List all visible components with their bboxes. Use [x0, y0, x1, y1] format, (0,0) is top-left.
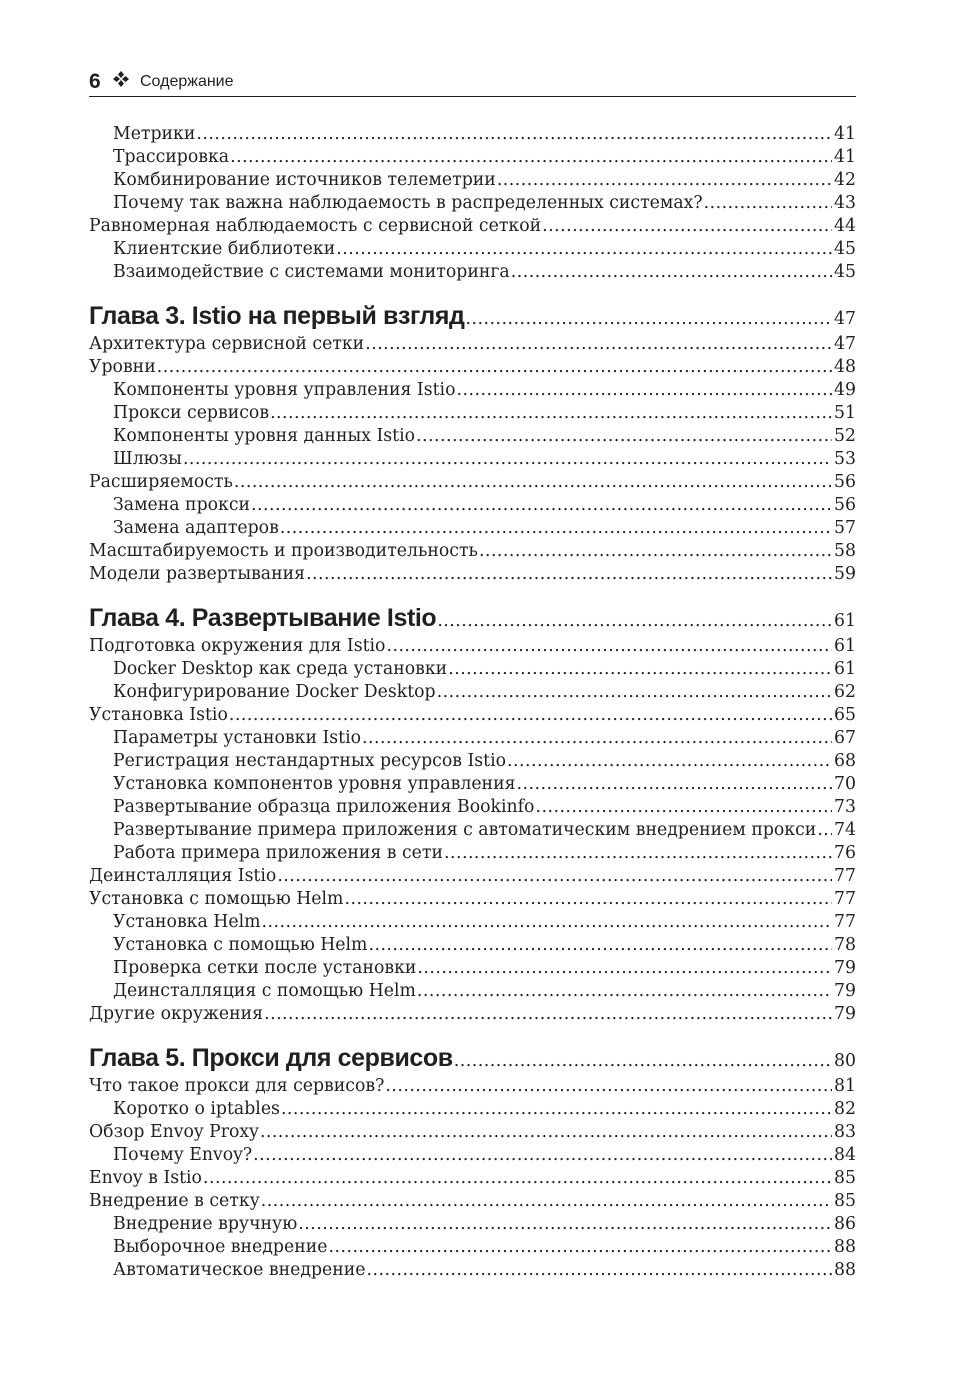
- entry-title: Деинсталляция с помощью Helm: [113, 981, 416, 1001]
- page-ref: 84: [834, 1145, 856, 1165]
- entry-title: Envoy в Istio: [89, 1168, 202, 1188]
- toc-subsection-entry[interactable]: [89, 123, 856, 146]
- entry-title: Подготовка окружения для Istio: [89, 636, 386, 656]
- page-ref: 42: [834, 170, 856, 190]
- entry-title: Параметры установки Istio: [113, 728, 362, 748]
- dot-leader: [260, 1121, 832, 1144]
- page-ref: 56: [834, 472, 856, 492]
- dot-leader: [157, 356, 832, 379]
- dot-leader: [416, 425, 832, 448]
- entry-title: Клиентские библиотеки: [113, 239, 336, 259]
- page-ref: 86: [834, 1214, 856, 1234]
- dot-leader: [336, 238, 832, 261]
- dot-leader: [517, 773, 833, 796]
- page-ref: 81: [834, 1076, 856, 1096]
- page-ref: 77: [834, 866, 856, 886]
- entry-title: Шлюзы: [113, 449, 182, 469]
- entry-title: Уровни: [89, 357, 156, 377]
- dot-leader: [365, 333, 832, 356]
- toc-subsection-entry[interactable]: [89, 842, 856, 865]
- page-ref: 44: [834, 216, 856, 236]
- toc-subsection-entry[interactable]: [89, 448, 856, 471]
- dot-leader: [183, 448, 832, 471]
- table-of-contents: [89, 123, 856, 1282]
- entry-title: Внедрение вручную: [113, 1214, 298, 1234]
- page-ref: 51: [834, 403, 856, 423]
- toc-section-entry[interactable]: [89, 704, 856, 727]
- page-ref: 74: [834, 820, 856, 840]
- page-ref: 83: [834, 1122, 856, 1142]
- dot-leader: [234, 471, 832, 494]
- dot-leader: [270, 402, 832, 425]
- entry-title: Равномерная наблюдаемость с сервисной сеткой: [89, 216, 542, 236]
- entry-title: Регистрация нестандартных ресурсов Istio: [113, 751, 507, 771]
- toc-section-entry[interactable]: [89, 888, 856, 911]
- page-ref: 65: [834, 705, 856, 725]
- toc-subsection-entry[interactable]: [89, 402, 856, 425]
- page-number: 6: [89, 70, 101, 93]
- dot-leader: [542, 215, 832, 238]
- page-ref: 73: [834, 797, 856, 817]
- dot-leader: [368, 934, 832, 957]
- toc-section-entry[interactable]: [89, 356, 856, 379]
- entry-title: Установка компонентов уровня управления: [113, 774, 516, 794]
- dot-leader: [437, 611, 832, 631]
- toc-subsection-entry[interactable]: [89, 169, 856, 192]
- dot-leader: [417, 957, 832, 980]
- dot-leader: [456, 379, 832, 402]
- toc-subsection-entry[interactable]: [89, 261, 856, 284]
- dot-leader: [367, 1259, 832, 1282]
- page-ref: 43: [834, 193, 856, 213]
- dot-leader: [497, 169, 832, 192]
- entry-title: Выборочное внедрение: [113, 1237, 328, 1257]
- chapter-title: Глава 4. Развертывание Istio: [89, 604, 437, 632]
- toc-subsection-entry[interactable]: [89, 192, 856, 215]
- entry-title: Компоненты уровня управления Istio: [113, 380, 456, 400]
- entry-title: Почему Envoy?: [113, 1145, 253, 1165]
- entry-title: Взаимодействие с системами мониторинга: [113, 262, 510, 282]
- page-ref: 79: [834, 981, 856, 1001]
- running-head: [89, 68, 856, 97]
- entry-title: Компоненты уровня данных Istio: [113, 426, 416, 446]
- page-ref: 52: [834, 426, 856, 446]
- page-ref: 45: [834, 262, 856, 282]
- toc-subsection-entry[interactable]: [89, 1144, 856, 1167]
- entry-title: Замена прокси: [113, 495, 251, 515]
- entry-title: Деинсталляция Istio: [89, 866, 277, 886]
- dot-leader: [230, 146, 832, 169]
- entry-title: Масштабируемость и производительность: [89, 541, 478, 561]
- entry-title: Установка Istio: [89, 705, 228, 725]
- running-head-title: Содержание: [140, 73, 234, 90]
- toc-chapter-heading[interactable]: [89, 302, 856, 333]
- page-ref: 59: [834, 564, 856, 584]
- page-ref: 61: [834, 659, 856, 679]
- page-ref: 78: [834, 935, 856, 955]
- toc-section-entry[interactable]: [89, 635, 856, 658]
- dot-leader: [328, 1236, 832, 1259]
- entry-title: Обзор Envoy Proxy: [89, 1122, 259, 1142]
- page-ref: 47: [834, 309, 856, 329]
- page-ref: 79: [834, 1004, 856, 1024]
- toc-section-entry[interactable]: [89, 1190, 856, 1213]
- toc-subsection-entry[interactable]: [89, 238, 856, 261]
- page-ref: 70: [834, 774, 856, 794]
- page-ref: 88: [834, 1237, 856, 1257]
- entry-title: Автоматическое внедрение: [113, 1260, 366, 1280]
- toc-subsection-entry[interactable]: [89, 911, 856, 934]
- toc-subsection-entry[interactable]: [89, 773, 856, 796]
- dot-leader: [448, 658, 832, 681]
- page-ref: 67: [834, 728, 856, 748]
- toc-subsection-entry[interactable]: [89, 1259, 856, 1282]
- entry-title: Замена адаптеров: [113, 518, 279, 538]
- toc-subsection-entry[interactable]: [89, 727, 856, 750]
- entry-title: Модели развертывания: [89, 564, 306, 584]
- toc-subsection-entry[interactable]: [89, 1098, 856, 1121]
- entry-title: Установка Helm: [113, 912, 261, 932]
- dot-leader: [454, 1051, 832, 1071]
- chapter-title: Глава 5. Прокси для сервисов: [89, 1044, 453, 1072]
- four-diamond-ornament-icon: [113, 71, 129, 87]
- dot-leader: [253, 1144, 832, 1167]
- toc-subsection-entry[interactable]: [89, 517, 856, 540]
- entry-title: Коротко о iptables: [113, 1099, 280, 1119]
- toc-section-entry[interactable]: [89, 563, 856, 586]
- page-ref: 88: [834, 1260, 856, 1280]
- entry-title: Конфигурирование Docker Desktop: [113, 682, 436, 702]
- toc-subsection-entry[interactable]: [89, 681, 856, 704]
- toc-subsection-entry[interactable]: [89, 980, 856, 1003]
- page-ref: 77: [834, 912, 856, 932]
- page-ref: 58: [834, 541, 856, 561]
- toc-subsection-entry[interactable]: [89, 1236, 856, 1259]
- toc-section-entry[interactable]: [89, 471, 856, 494]
- dot-leader: [417, 980, 832, 1003]
- page-ref: 45: [834, 239, 856, 259]
- page-ref: 49: [834, 380, 856, 400]
- entry-title: Проверка сетки после установки: [113, 958, 417, 978]
- dot-leader: [261, 1190, 832, 1213]
- page-ref: 82: [834, 1099, 856, 1119]
- toc-section-entry[interactable]: [89, 1121, 856, 1144]
- dot-leader: [507, 750, 832, 773]
- page-ref: 68: [834, 751, 856, 771]
- page-ref: 85: [834, 1191, 856, 1211]
- toc-chapter-heading[interactable]: [89, 604, 856, 635]
- page-ref: 61: [834, 611, 856, 631]
- page-ref: 85: [834, 1168, 856, 1188]
- toc-subsection-entry[interactable]: [89, 425, 856, 448]
- toc-subsection-entry[interactable]: [89, 934, 856, 957]
- dot-leader: [444, 842, 832, 865]
- dot-leader: [306, 563, 832, 586]
- chapter-title: Глава 3. Istio на первый взгляд: [89, 302, 465, 330]
- entry-title: Расширяемость: [89, 472, 233, 492]
- page-ref: 79: [834, 958, 856, 978]
- dot-leader: [466, 309, 832, 329]
- toc-chapter-heading[interactable]: [89, 1044, 856, 1075]
- dot-leader: [437, 681, 832, 704]
- toc-subsection-entry[interactable]: [89, 379, 856, 402]
- toc-subsection-entry[interactable]: [89, 957, 856, 980]
- dot-leader: [196, 123, 832, 146]
- dot-leader: [203, 1167, 832, 1190]
- page-ref: 56: [834, 495, 856, 515]
- entry-title: Развертывание образца приложения Bookinfo: [113, 797, 535, 817]
- page-ref: 41: [834, 124, 856, 144]
- dot-leader: [704, 192, 832, 215]
- dot-leader: [264, 1003, 832, 1026]
- entry-title: Почему так важна наблюдаемость в распределенных системах?: [113, 193, 703, 213]
- toc-subsection-entry[interactable]: [89, 146, 856, 169]
- entry-title: Установка с помощью Helm: [113, 935, 368, 955]
- entry-title: Трассировка: [113, 147, 230, 167]
- page-ref: 57: [834, 518, 856, 538]
- toc-section-entry[interactable]: [89, 865, 856, 888]
- dot-leader: [535, 796, 832, 819]
- entry-title: Другие окружения: [89, 1004, 264, 1024]
- dot-leader: [344, 888, 832, 911]
- dot-leader: [298, 1213, 832, 1236]
- dot-leader: [386, 635, 832, 658]
- dot-leader: [229, 704, 832, 727]
- entry-title: Прокси сервисов: [113, 403, 270, 423]
- entry-title: Архитектура сервисной сетки: [89, 334, 365, 354]
- dot-leader: [479, 540, 832, 563]
- toc-section-entry[interactable]: [89, 540, 856, 563]
- entry-title: Docker Desktop как среда установки: [113, 659, 448, 679]
- toc-section-entry[interactable]: [89, 1167, 856, 1190]
- toc-section-entry[interactable]: [89, 1003, 856, 1026]
- entry-title: Метрики: [113, 124, 196, 144]
- entry-title: Установка с помощью Helm: [89, 889, 344, 909]
- page-ref: 61: [834, 636, 856, 656]
- toc-subsection-entry[interactable]: [89, 494, 856, 517]
- toc-subsection-entry[interactable]: [89, 750, 856, 773]
- toc-subsection-entry[interactable]: [89, 1213, 856, 1236]
- dot-leader: [277, 865, 832, 888]
- page-ref: 76: [834, 843, 856, 863]
- toc-section-entry[interactable]: [89, 215, 856, 238]
- entry-title: Комбинирование источников телеметрии: [113, 170, 496, 190]
- entry-title: Работа примера приложения в сети: [113, 843, 443, 863]
- dot-leader: [251, 494, 832, 517]
- dot-leader: [262, 911, 833, 934]
- toc-subsection-entry[interactable]: [89, 658, 856, 681]
- toc-section-entry[interactable]: [89, 1075, 856, 1098]
- page-ref: 77: [834, 889, 856, 909]
- page-ref: 47: [834, 334, 856, 354]
- toc-subsection-entry[interactable]: [89, 796, 856, 819]
- dot-leader: [511, 261, 832, 284]
- page-ref: 53: [834, 449, 856, 469]
- dot-leader: [817, 819, 832, 842]
- entry-title: Что такое прокси для сервисов?: [89, 1076, 385, 1096]
- dot-leader: [385, 1075, 832, 1098]
- toc-subsection-entry[interactable]: [89, 819, 856, 842]
- dot-leader: [280, 517, 832, 540]
- page-ref: 80: [834, 1051, 856, 1071]
- toc-section-entry[interactable]: [89, 333, 856, 356]
- page-ref: 62: [834, 682, 856, 702]
- dot-leader: [362, 727, 832, 750]
- entry-title: Развертывание примера приложения с автоматическим внедрением прокси: [113, 820, 817, 840]
- page-ref: 48: [834, 357, 856, 377]
- entry-title: Внедрение в сетку: [89, 1191, 260, 1211]
- dot-leader: [281, 1098, 832, 1121]
- page-ref: 41: [834, 147, 856, 167]
